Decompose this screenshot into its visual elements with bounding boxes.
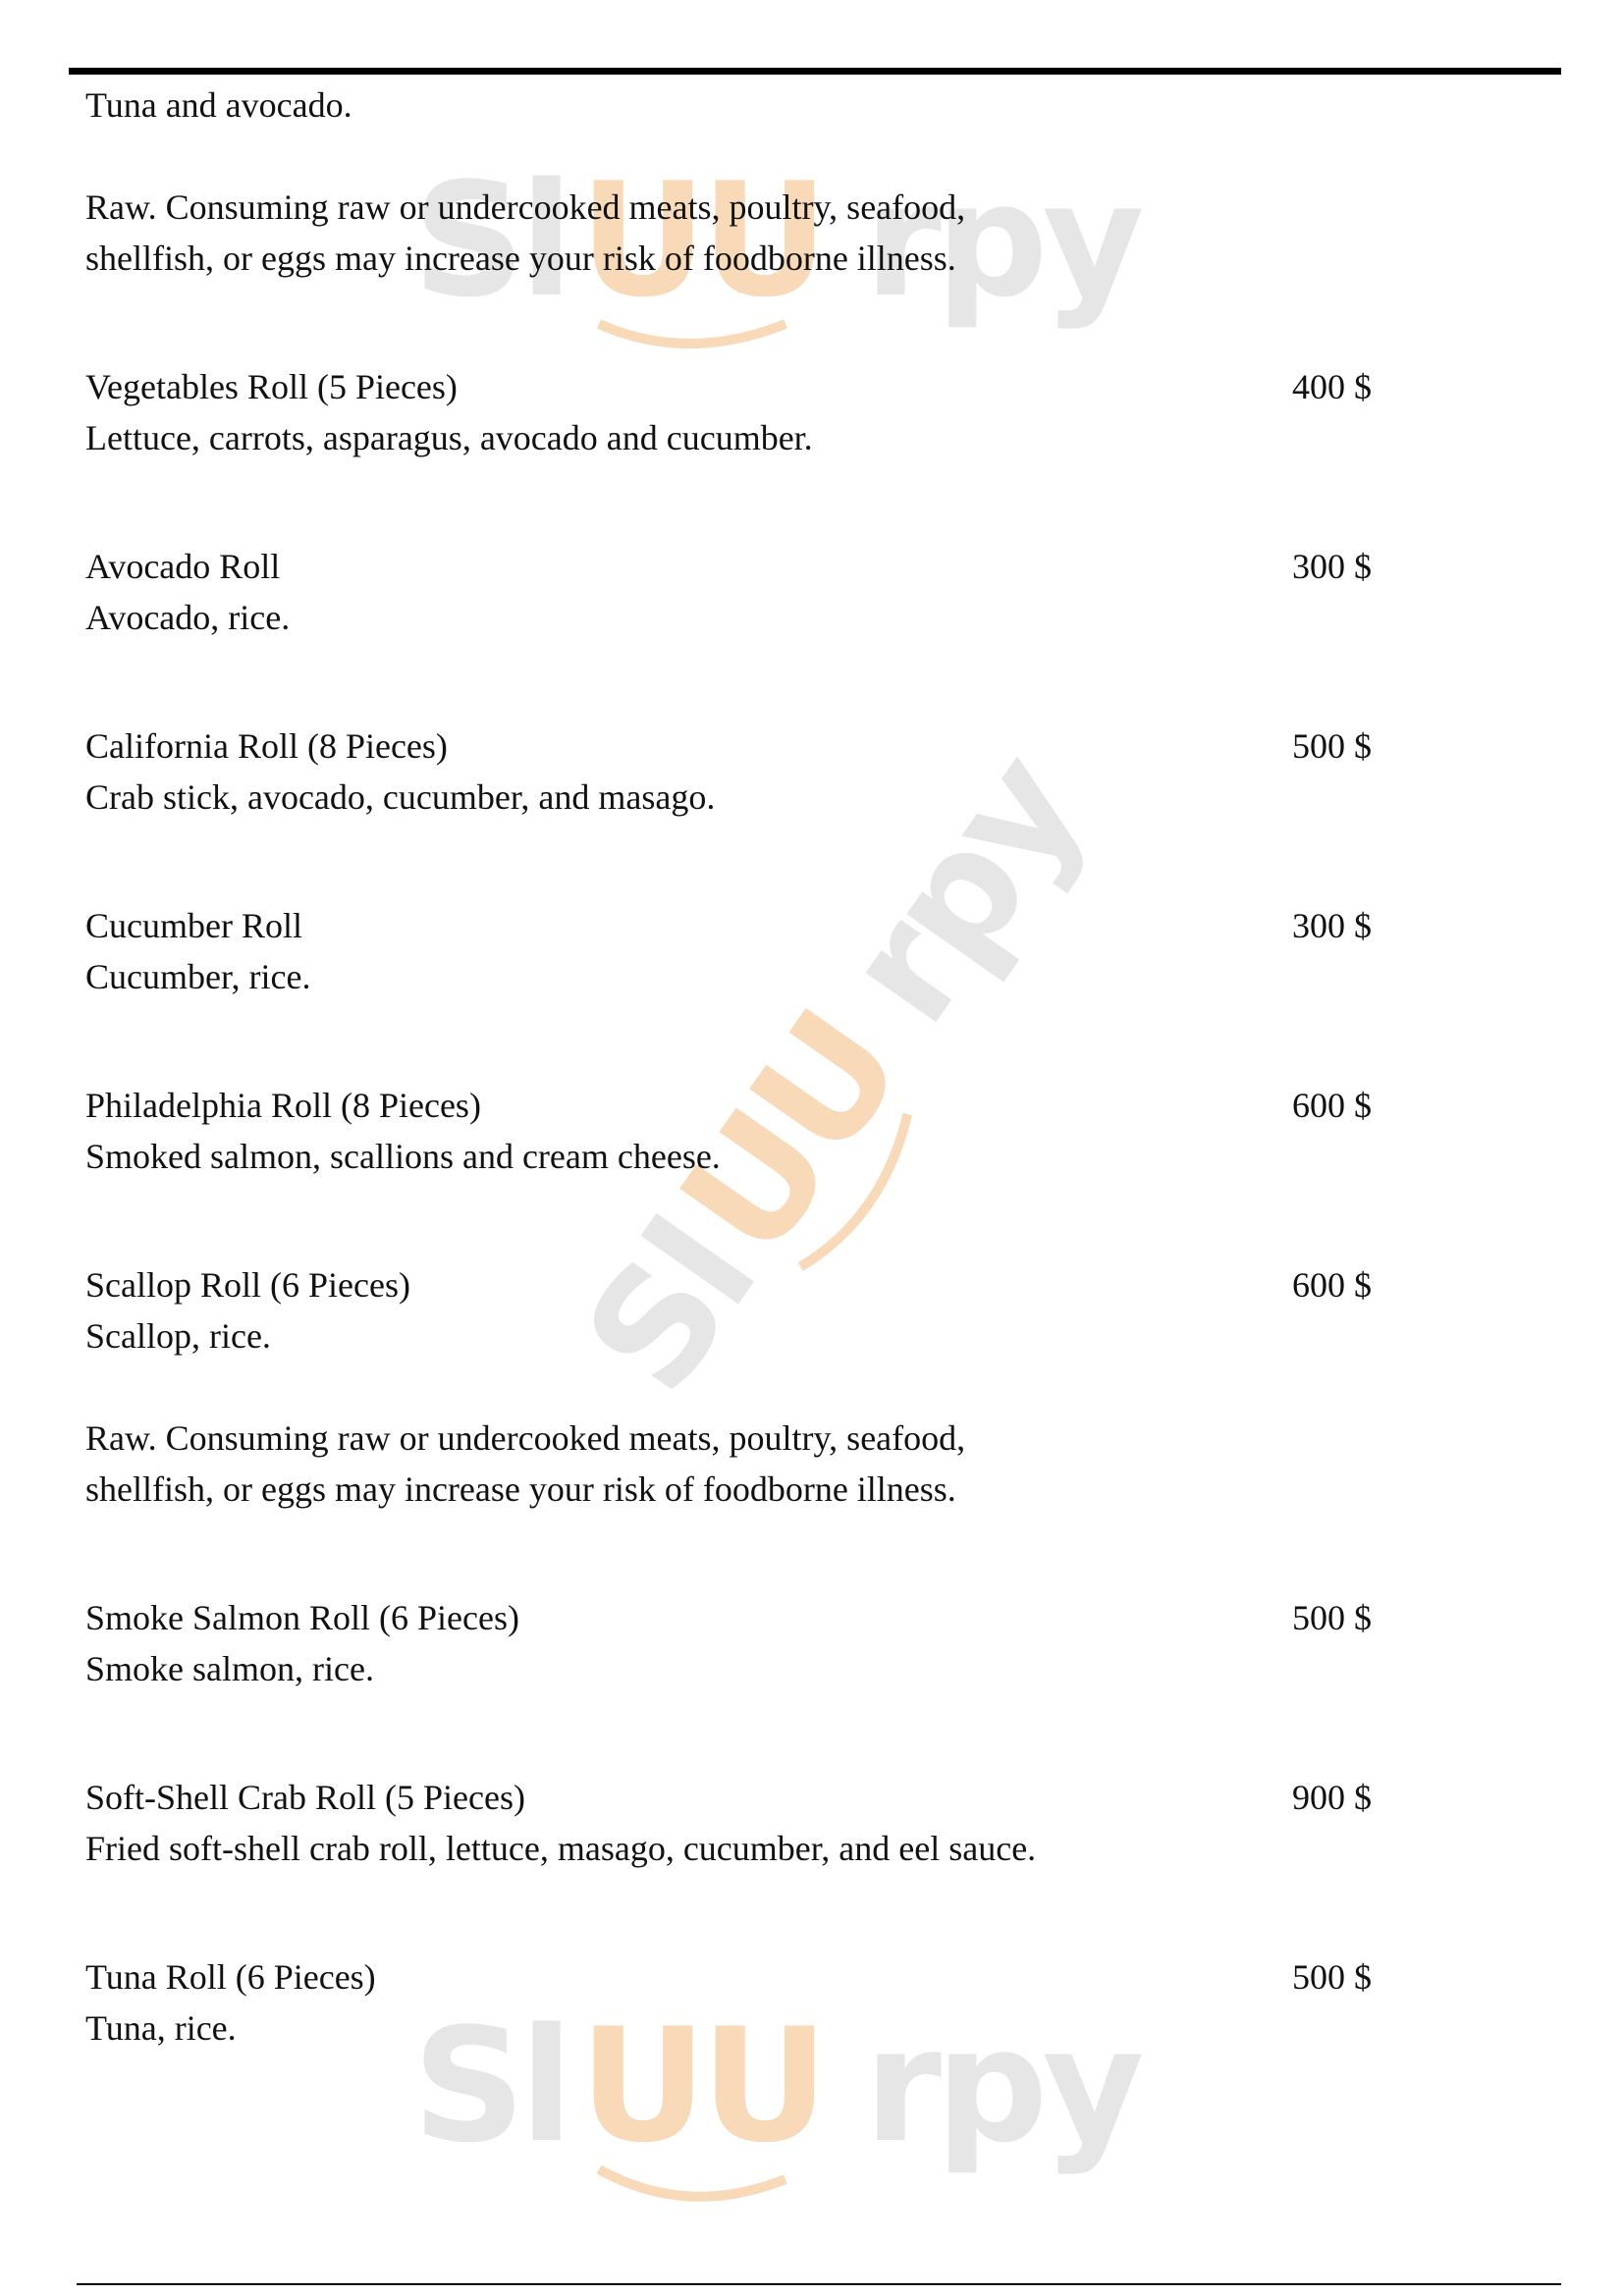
svg-text:rpy: rpy (864, 148, 1139, 332)
svg-text:rpy: rpy (808, 723, 1117, 1054)
menu-item-price: 500 $ (1292, 1598, 1372, 1637)
menu-item-price: 500 $ (1292, 726, 1372, 766)
raw-notice-line-1: Raw. Consuming raw or undercooked meats, poultry, seafood, (85, 1418, 966, 1458)
menu-item-name: Cucumber Roll (85, 906, 302, 945)
raw-notice-line-2: shellfish, or eggs may increase your risk of foodborne illness. (85, 239, 956, 278)
menu-item-price: 400 $ (1292, 367, 1372, 406)
menu-item-name: Avocado Roll (85, 547, 281, 586)
menu-item-price: 600 $ (1292, 1265, 1372, 1305)
raw-notice-line-1: Raw. Consuming raw or undercooked meats, poultry, seafood, (85, 187, 966, 227)
menu-item-price: 500 $ (1292, 1957, 1372, 1997)
menu-item-name: Soft-Shell Crab Roll (5 Pieces) (85, 1778, 525, 1817)
menu-item-description: Tuna, rice. (85, 2008, 237, 2048)
watermark-logo-bottom (412, 1994, 1142, 2197)
menu-item-price: 900 $ (1292, 1778, 1372, 1817)
svg-text:Sl: Sl (412, 148, 568, 332)
svg-text:Sl: Sl (412, 1994, 568, 2177)
svg-text:rpy: rpy (864, 1994, 1139, 2177)
menu-item-name: Smoke Salmon Roll (6 Pieces) (85, 1598, 519, 1637)
menu-item-name: California Roll (8 Pieces) (85, 726, 448, 766)
svg-text:UU: UU (645, 983, 936, 1288)
bottom-rule (77, 2283, 1561, 2285)
menu-item-description: Avocado, rice. (85, 598, 291, 637)
raw-notice-line-2: shellfish, or eggs may increase your risk of foodborne illness. (85, 1469, 956, 1509)
watermark-logo-middle (550, 721, 1128, 1431)
menu-item-name: Tuna Roll (6 Pieces) (85, 1957, 376, 1997)
menu-item-description: Fried soft-shell crab roll, lettuce, masago, cucumber, and eel sauce. (85, 1829, 1037, 1868)
menu-item-price: 600 $ (1292, 1086, 1372, 1125)
menu-item-description: Lettuce, carrots, asparagus, avocado and cucumber. (85, 418, 813, 457)
menu-item-description: Smoked salmon, scallions and cream cheese. (85, 1137, 721, 1176)
svg-text:UU: UU (579, 148, 823, 332)
menu-item-description: Crab stick, avocado, cucumber, and masago. (85, 777, 716, 817)
menu-item-price: 300 $ (1292, 547, 1372, 586)
svg-text:Sl: Sl (549, 1192, 789, 1424)
intro-description: Tuna and avocado. (85, 85, 352, 125)
menu-item-description: Cucumber, rice. (85, 957, 311, 996)
menu-item-description: Smoke salmon, rice. (85, 1649, 374, 1688)
svg-text:UU: UU (579, 1994, 823, 2177)
top-rule (69, 68, 1561, 75)
menu-item-price: 300 $ (1292, 906, 1372, 945)
menu-item-description: Scallop, rice. (85, 1316, 271, 1356)
menu-item-name: Philadelphia Roll (8 Pieces) (85, 1086, 481, 1125)
menu-item-name: Scallop Roll (6 Pieces) (85, 1265, 410, 1305)
menu-item-name: Vegetables Roll (5 Pieces) (85, 367, 458, 406)
